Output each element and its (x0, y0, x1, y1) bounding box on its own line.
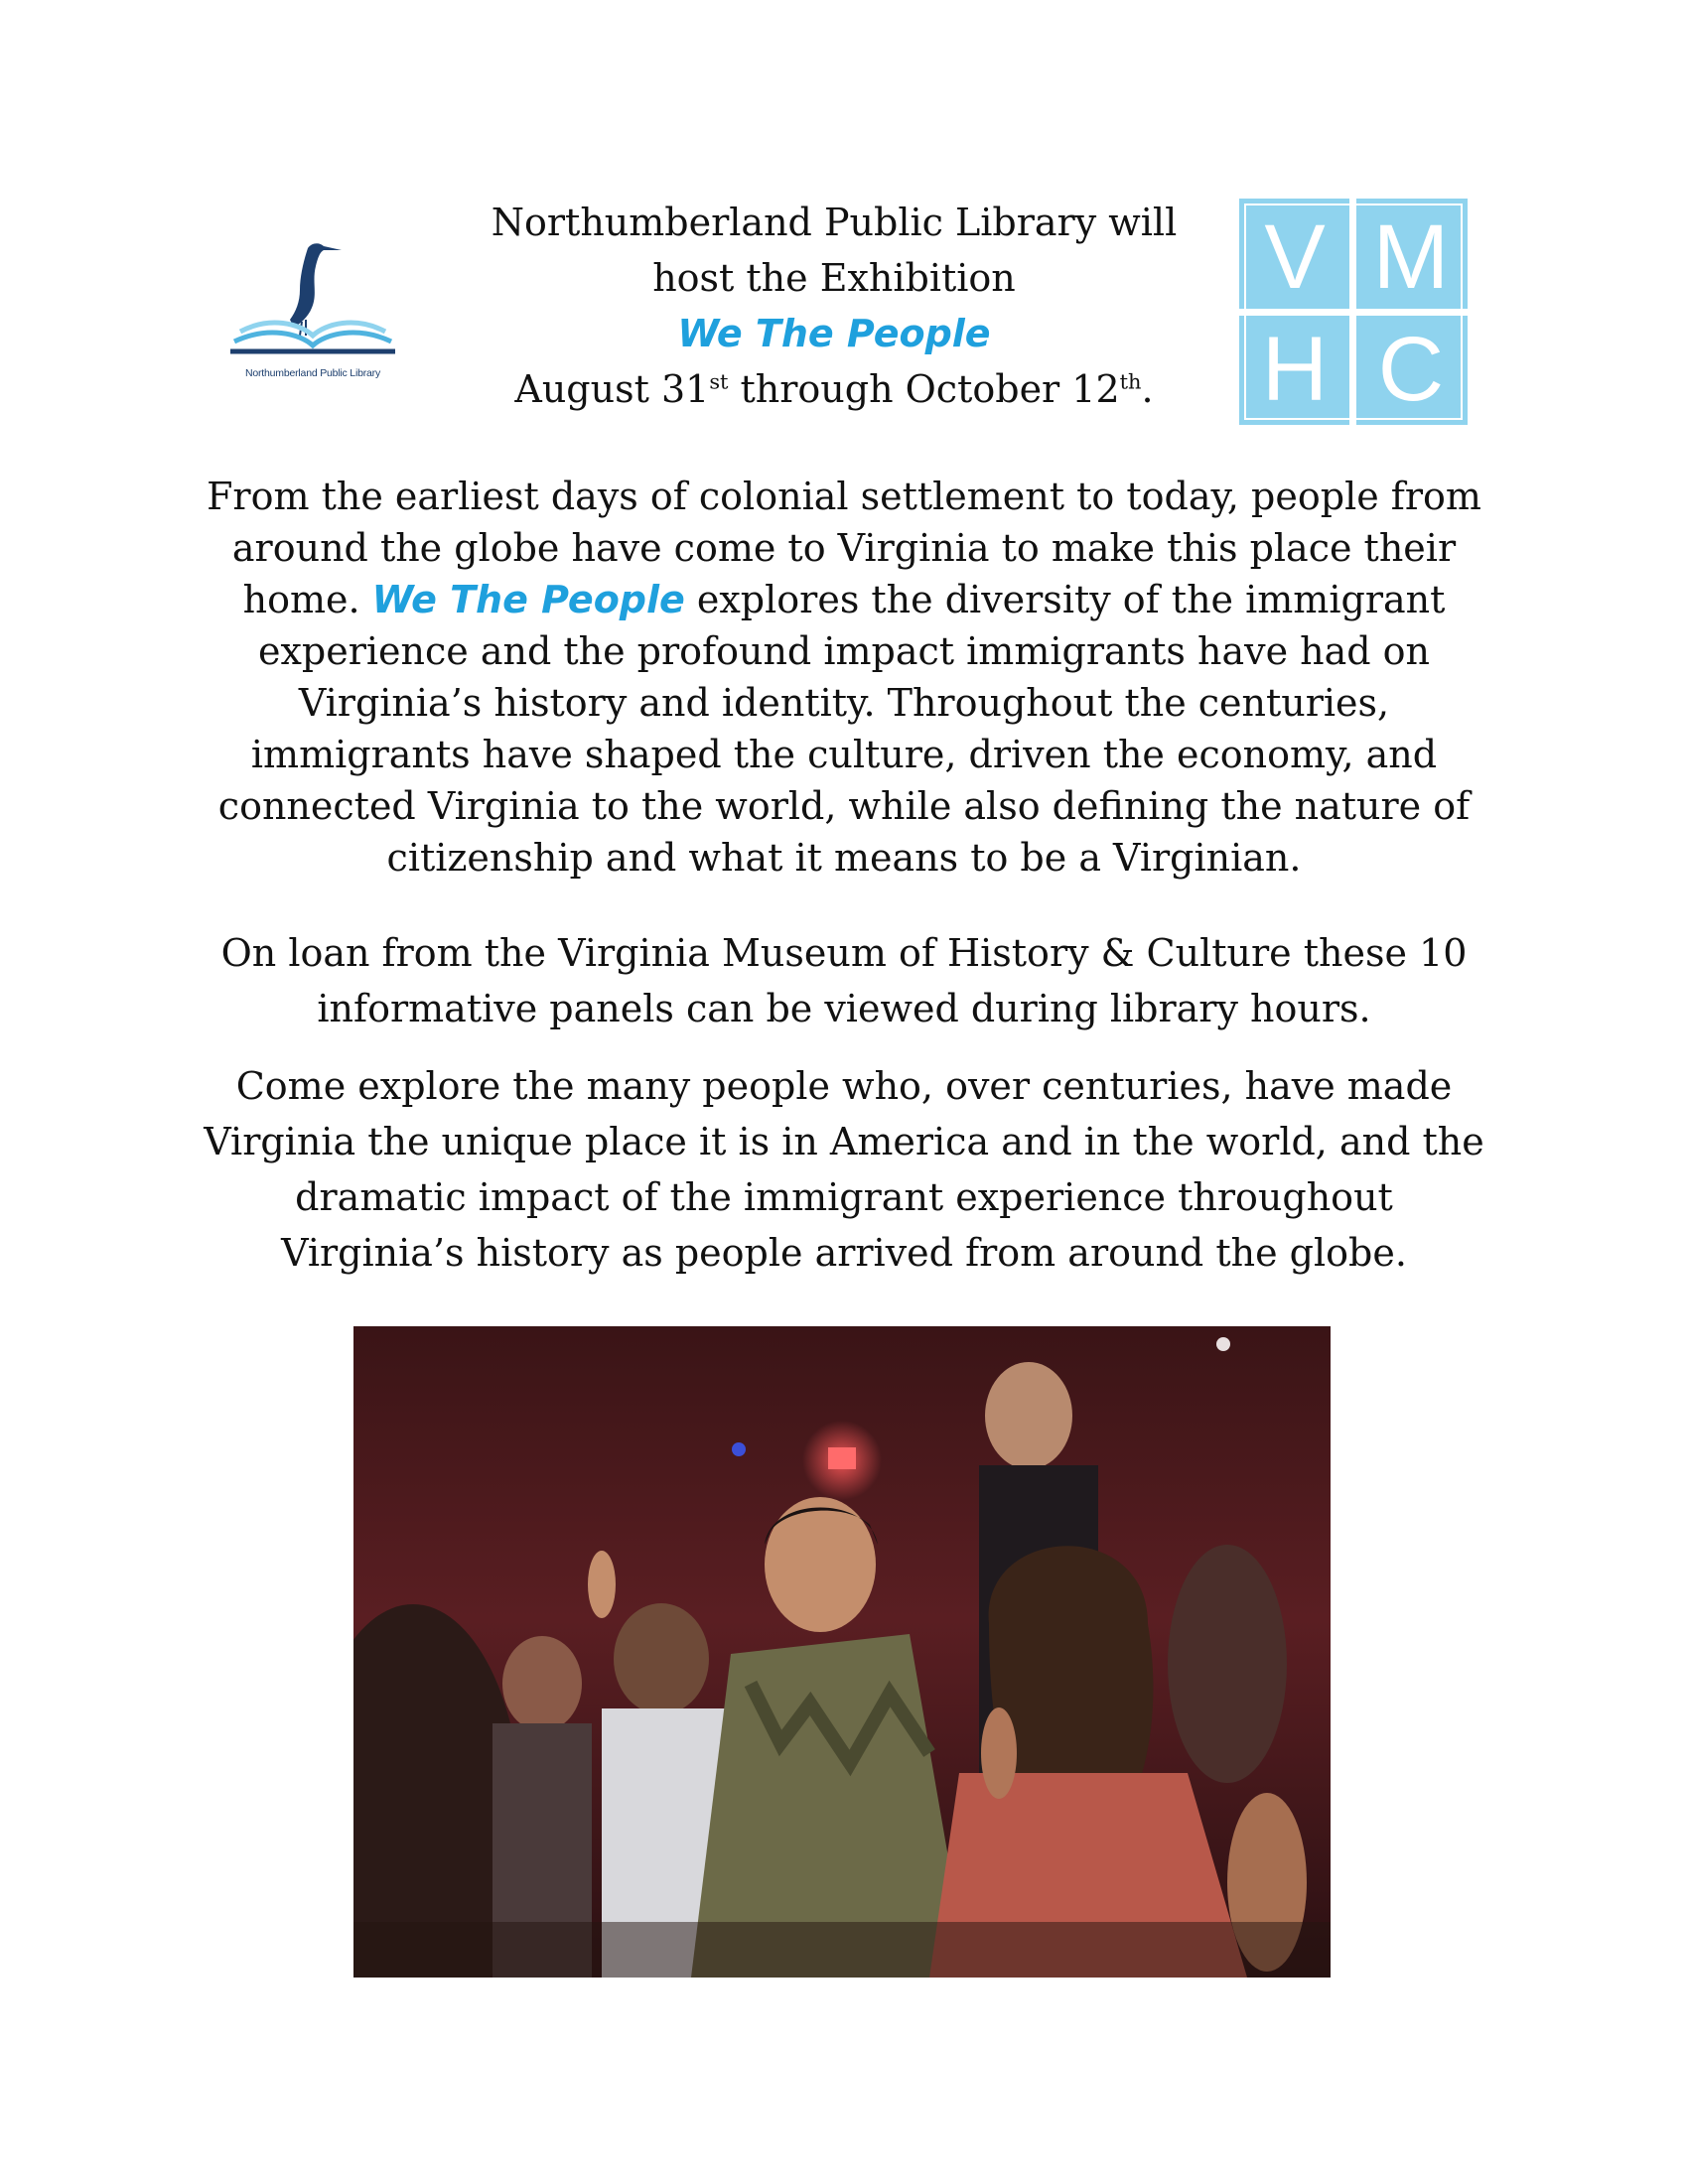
header-line-2: host the Exhibition (652, 256, 1016, 300)
vmhc-letter: C (1377, 319, 1445, 420)
intro-paragraph: From the earliest days of colonial settlement to today, people from around the globe have come to Virginia to make this place their home. We The People explores the diversity of the immigrant experience and the profound impact immigrants have had on Virginia’s history and identity. Throughout the centuries, immigrants have shaped the culture, driven the economy, and connected Virginia to the world, while also defining the nature of citizenship and what it means to be a Virginian. (207, 475, 1481, 880)
vmhc-logo (1239, 199, 1468, 425)
loan-paragraph: On loan from the Virginia Museum of History & Culture these 10 informative panels can be viewed during library hours. (220, 931, 1468, 1030)
naturalization-ceremony-photo (353, 1326, 1331, 1978)
library-logo (220, 236, 405, 395)
exhibit-header (437, 195, 1231, 417)
exhibit-dates: August 31st through October 12th. (514, 367, 1154, 411)
vmhc-letter: H (1261, 319, 1329, 420)
library-logo-caption: Northumberland Public Library (244, 367, 381, 379)
exhibit-title: We The People (677, 312, 991, 355)
exhibit-title-inline: We The People (371, 578, 685, 621)
vmhc-letter: M (1372, 206, 1450, 308)
header-line-1: Northumberland Public Library will (491, 201, 1178, 244)
heron-book-icon (220, 236, 405, 365)
explore-paragraph: Come explore the many people who, over centuries, have made Virginia the unique place it is in America and in the world, and the dramatic impact of the immigrant experience throughout Virginia’s history as people arrived from around the globe. (204, 1064, 1484, 1275)
vmhc-letter: V (1264, 206, 1326, 308)
